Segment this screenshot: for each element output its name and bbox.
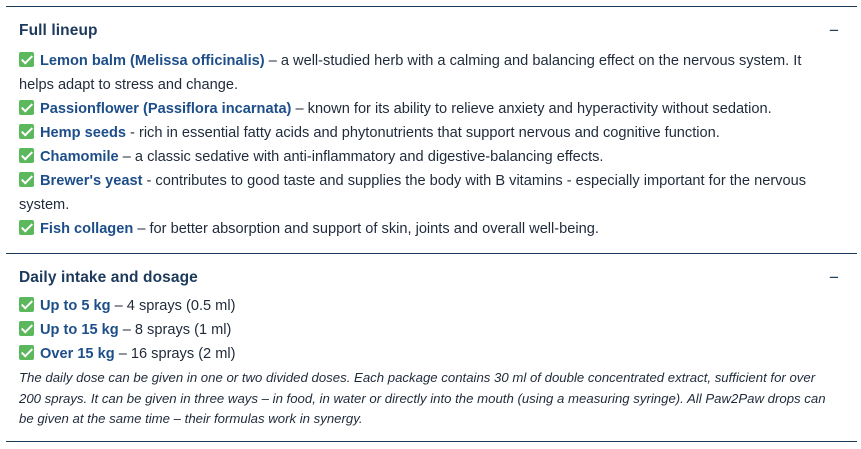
list-item <box>19 49 839 97</box>
item-term: Over 15 kg <box>40 346 115 362</box>
item-term: Fish collagen <box>40 221 134 237</box>
item-text: – 4 sprays (0.5 ml) <box>110 298 236 314</box>
checkbox-checked-icon <box>19 100 34 115</box>
list-item <box>19 97 839 121</box>
checkbox-checked-icon <box>19 321 34 336</box>
list-item <box>19 342 839 366</box>
section-header-full-lineup[interactable] <box>0 22 861 50</box>
list-item <box>19 318 839 342</box>
item-text: - contributes to good taste and supplies the body with B vitamins - especially important for the nervous system. <box>19 173 807 213</box>
list-item <box>19 217 839 241</box>
dosage-note: The daily dose can be given in one or two divided doses. Each package contains 30 ml of double concentrated extract, sufficient for over 200 sprays. It can be given in three ways – in food, in water or directly into the mouth (using a measuring syringe). All Paw2Paw drops can be given at the same time – their formulas work in synergy. <box>19 370 826 426</box>
collapse-toggle-icon[interactable]: − <box>829 268 839 287</box>
list-item <box>19 145 839 169</box>
divider-middle <box>6 253 857 254</box>
item-term: Lemon balm (Melissa officinalis) <box>40 53 265 69</box>
item-text: – known for its ability to relieve anxiety and hyperactivity without sedation. <box>291 101 772 117</box>
item-term: Passionflower (Passiflora incarnata) <box>40 101 292 117</box>
section-title: Daily intake and dosage <box>19 269 198 286</box>
item-term: Up to 5 kg <box>40 298 111 314</box>
checkbox-checked-icon <box>19 345 34 360</box>
section-daily-intake <box>0 268 861 426</box>
checkbox-checked-icon <box>19 172 34 187</box>
divider-bottom <box>6 441 857 442</box>
list-item <box>19 294 839 318</box>
item-text: – for better absorption and support of skin, joints and overall well-being. <box>133 221 599 237</box>
section-full-lineup <box>0 21 861 237</box>
section-title: Full lineup <box>19 22 98 39</box>
section-header-daily-intake[interactable] <box>0 269 861 297</box>
item-term: Chamomile <box>40 149 119 165</box>
checkbox-checked-icon <box>19 297 34 312</box>
divider-top <box>6 6 857 7</box>
checkbox-checked-icon <box>19 124 34 139</box>
list-item <box>19 121 839 145</box>
item-term: Brewer's yeast <box>40 173 143 189</box>
item-text: – 16 sprays (2 ml) <box>114 346 236 362</box>
checkbox-checked-icon <box>19 220 34 235</box>
item-text: – a classic sedative with anti-inflammatory and digestive-balancing effects. <box>118 149 604 165</box>
checkbox-checked-icon <box>19 148 34 163</box>
ingredient-list <box>19 49 839 241</box>
checkbox-checked-icon <box>19 52 34 67</box>
item-term: Hemp seeds <box>40 125 126 141</box>
item-term: Up to 15 kg <box>40 322 119 338</box>
collapse-toggle-icon[interactable]: − <box>829 21 839 40</box>
item-text: – a well-studied herb with a calming and balancing effect on the nervous system. It helps adapt to stress and change. <box>19 53 802 93</box>
item-text: – 8 sprays (1 ml) <box>118 322 232 338</box>
item-text: - rich in essential fatty acids and phytonutrients that support nervous and cognitive function. <box>125 125 720 141</box>
dosage-list <box>19 294 839 430</box>
list-item <box>19 169 839 217</box>
